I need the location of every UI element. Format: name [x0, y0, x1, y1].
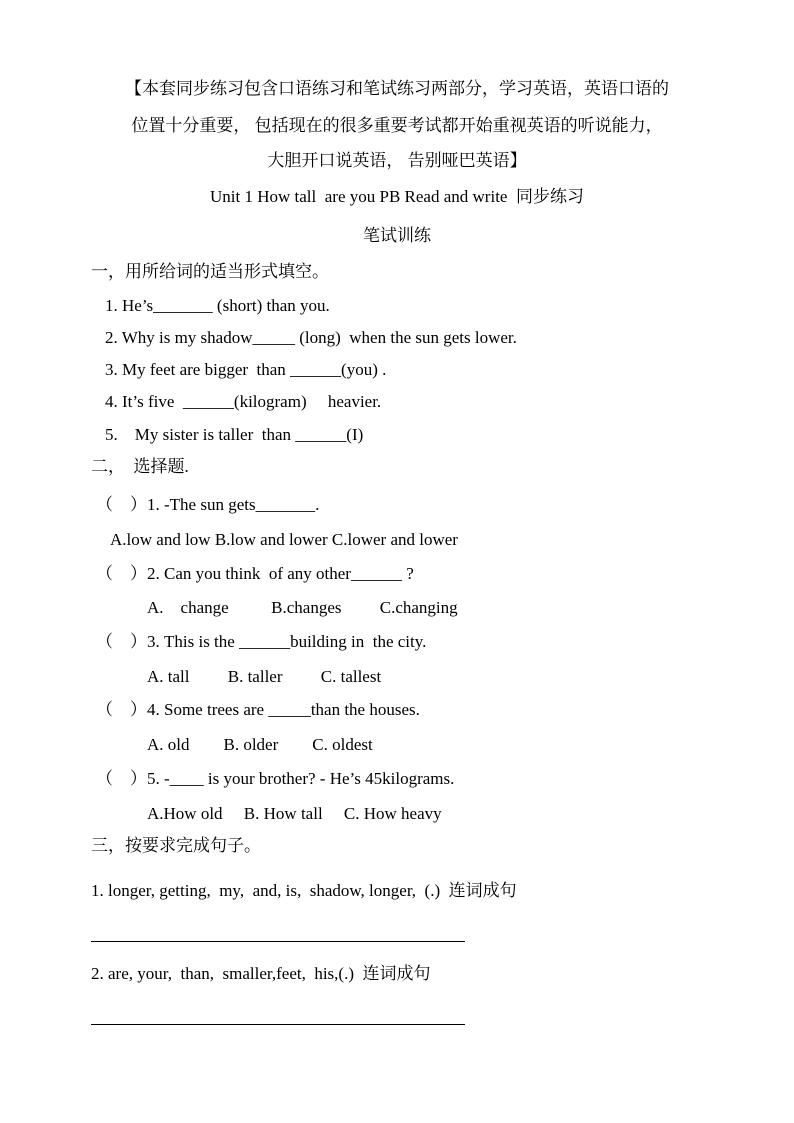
choice-question-4: （ ）4. Some trees are _____than the houses.: [96, 700, 420, 719]
choice-options-1: A.low and low B.low and lower C.lower and lower: [110, 530, 458, 549]
choice-question-3: （ ）3. This is the ______building in the city.: [96, 632, 427, 651]
fill-in-item-1: 1. He’s_______ (short) than you.: [105, 296, 330, 315]
fill-in-item-4: 4. It’s five ______(kilogram) heavier.: [105, 392, 382, 411]
choice-question-2: （ ）2. Can you think of any other______ ?: [96, 564, 414, 583]
intro-line-2: 位置十分重要， 包括现在的很多重要考试都开始重视英语的听说能力，: [131, 116, 663, 135]
page-subtitle: 笔试训练: [363, 226, 431, 245]
answer-line-2: [91, 1024, 465, 1025]
section-3-heading: 三，按要求完成句子。: [91, 836, 261, 855]
rearrange-item-1: 1. longer, getting, my, and, is, shadow, longer, (.) 连词成句: [91, 881, 517, 900]
choice-options-4: A. old B. older C. oldest: [147, 735, 373, 754]
fill-in-item-5: 5. My sister is taller than ______(I): [105, 425, 364, 444]
page-title: Unit 1 How tall are you PB Read and write 同步练习: [210, 187, 584, 206]
intro-line-3: 大胆开口说英语， 告别哑巴英语】: [267, 151, 527, 170]
rearrange-item-2: 2. are, your, than, smaller,feet, his,(.) 连词成句: [91, 964, 431, 983]
intro-line-1: 【本套同步练习包含口语练习和笔试练习两部分，学习英语，英语口语的: [125, 79, 669, 98]
choice-question-5: （ ）5. -____ is your brother? - He’s 45kilograms.: [96, 769, 455, 788]
answer-line-1: [91, 941, 465, 942]
choice-question-1: （ ）1. -The sun gets_______.: [96, 495, 320, 514]
fill-in-item-2: 2. Why is my shadow_____ (long) when the sun gets lower.: [105, 328, 517, 347]
choice-options-3: A. tall B. taller C. tallest: [147, 667, 382, 686]
choice-options-2: A. change B.changes C.changing: [147, 598, 458, 617]
choice-options-5: A.How old B. How tall C. How heavy: [147, 804, 442, 823]
section-1-heading: 一，用所给词的适当形式填空。: [91, 262, 329, 281]
section-2-heading: 二， 选择题.: [91, 457, 189, 476]
fill-in-item-3: 3. My feet are bigger than ______(you) .: [105, 360, 387, 379]
